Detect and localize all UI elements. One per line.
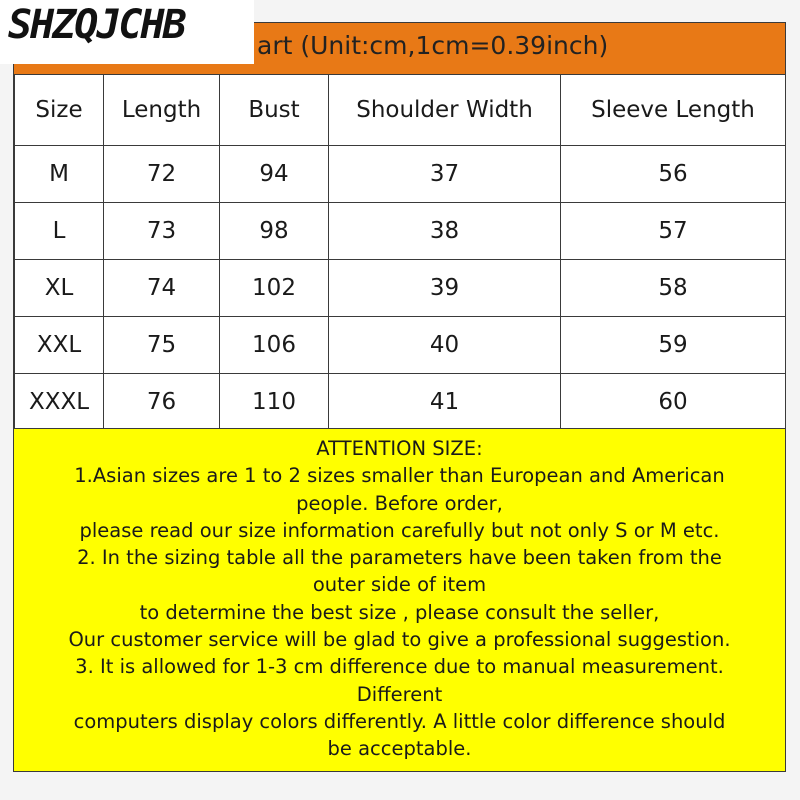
notes-line: 2. In the sizing table all the parameters have been taken from the — [77, 546, 722, 570]
table-cell: 72 — [104, 146, 220, 203]
notes-line: Our customer service will be glad to give a professional suggestion. — [68, 628, 731, 652]
notes-line: computers display colors differently. A little color difference should — [73, 709, 726, 733]
header-cell: Shoulder Width — [329, 75, 561, 146]
notes-line: to determine the best size , please consult the seller, — [139, 600, 660, 624]
notes-line: be acceptable. — [327, 737, 472, 761]
table-cell: XXXL — [15, 374, 104, 431]
notes-line: Different — [356, 682, 443, 706]
table-row — [15, 146, 786, 203]
table-cell: 110 — [220, 374, 329, 431]
table-cell: 102 — [220, 260, 329, 317]
table-cell: 94 — [220, 146, 329, 203]
table-row — [15, 203, 786, 260]
table-row — [15, 374, 786, 431]
table-cell: 75 — [104, 317, 220, 374]
chart-title: art (Unit:cm,1cm=0.39inch) — [257, 31, 609, 60]
table-cell: 59 — [561, 317, 786, 374]
table-cell: 41 — [329, 374, 561, 431]
table-cell: 57 — [561, 203, 786, 260]
table-cell: 56 — [561, 146, 786, 203]
table-cell: 76 — [104, 374, 220, 431]
table-cell: M — [15, 146, 104, 203]
table-header-row — [15, 75, 786, 146]
header-cell: Sleeve Length — [561, 75, 786, 146]
table-cell: 60 — [561, 374, 786, 431]
brand-logo: SHZQJCHB — [8, 2, 185, 48]
brand-watermark — [0, 0, 254, 64]
notes-line: 1.Asian sizes are 1 to 2 sizes smaller than European and American — [74, 464, 725, 488]
header-cell: Bust — [220, 75, 329, 146]
size-chart — [13, 22, 786, 772]
table-cell: 38 — [329, 203, 561, 260]
notes-line: please read our size information carefully but not only S or M etc. — [79, 518, 720, 542]
notes-line: people. Before order, — [296, 491, 503, 515]
notes-line: 3. It is allowed for 1-3 cm difference due to manual measurement. — [75, 655, 724, 679]
table-row — [15, 260, 786, 317]
attention-notes — [14, 428, 785, 771]
table-cell: 37 — [329, 146, 561, 203]
header-cell: Length — [104, 75, 220, 146]
table-cell: XL — [15, 260, 104, 317]
table-cell: 40 — [329, 317, 561, 374]
table-cell: L — [15, 203, 104, 260]
notes-heading: ATTENTION SIZE: — [316, 437, 483, 460]
table-cell: 58 — [561, 260, 786, 317]
size-table — [14, 74, 786, 431]
notes-line: outer side of item — [312, 573, 487, 597]
table-row — [15, 317, 786, 374]
table-cell: XXL — [15, 317, 104, 374]
header-cell: Size — [15, 75, 104, 146]
table-cell: 73 — [104, 203, 220, 260]
table-cell: 98 — [220, 203, 329, 260]
table-cell: 74 — [104, 260, 220, 317]
table-cell: 106 — [220, 317, 329, 374]
table-cell: 39 — [329, 260, 561, 317]
